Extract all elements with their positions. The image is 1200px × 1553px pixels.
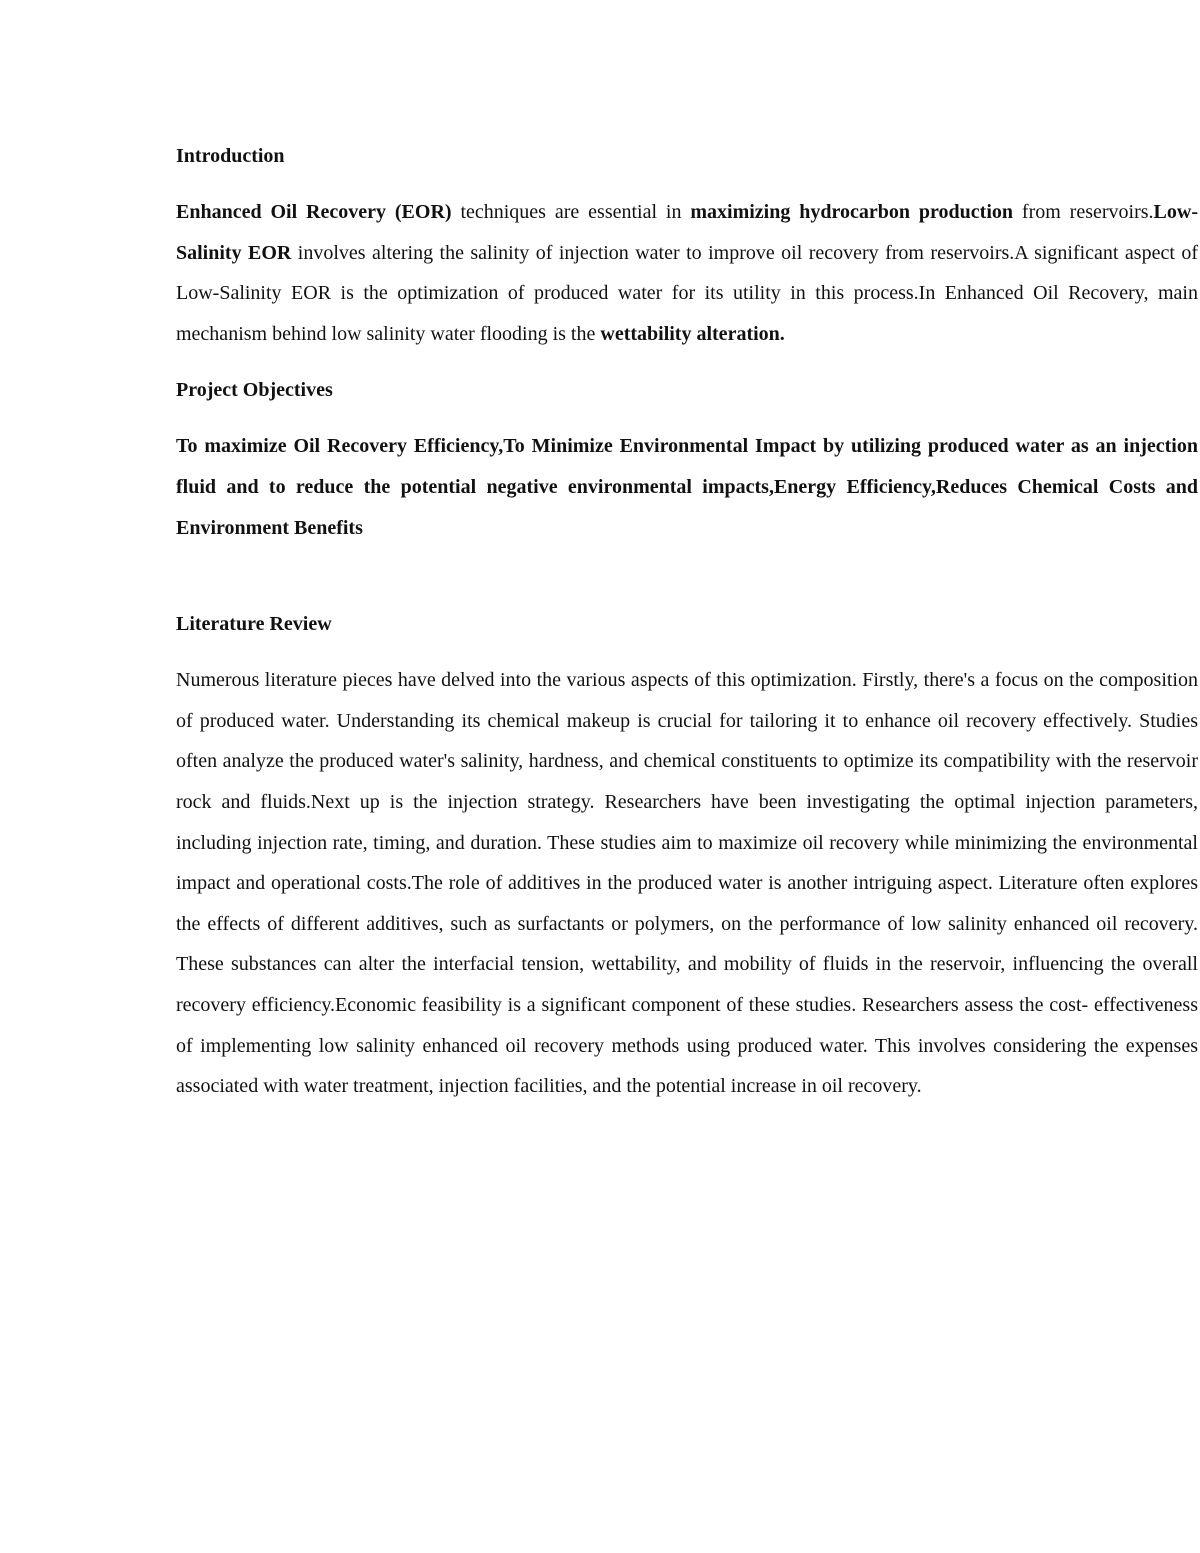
- intro-segment-0: Enhanced Oil Recovery (EOR): [176, 201, 452, 223]
- intro-segment-4: Low-Salinity EOR: [176, 201, 1198, 264]
- objectives-heading: Project Objectives: [176, 379, 333, 402]
- intro-segment-3: from reservoirs.: [1013, 201, 1154, 223]
- introduction-heading: Introduction: [176, 145, 285, 167]
- intro-segment-6: wettability alteration.: [600, 322, 785, 345]
- introduction-paragraph: [176, 192, 1198, 354]
- literature-heading: Literature Review: [176, 613, 332, 636]
- objectives-text: To maximize Oil Recovery Efficiency,To Minimize Environmental Impact by utilizing produced water as an injection fluid and to reduce the potential negative environmental impacts,Energy Efficiency,Reduces Chemical Costs and Environment Benefits: [176, 435, 1198, 539]
- intro-segment-2: maximizing hydrocarbon production: [690, 201, 1014, 223]
- intro-segment-5: involves altering the salinity of injection water to improve oil recovery from reservoirs.A significant aspect of Low-Salinity EOR is the optimization of produced water for its utility in this process.In Enhanced Oil Recovery, main mechanism behind low salinity water flooding is the: [176, 241, 1198, 345]
- intro-segment-1: techniques are essential in: [451, 201, 691, 223]
- literature-paragraph: Numerous literature pieces have delved into the various aspects of this optimization. Firstly, there's a focus on the composition of produced water. Understanding its chemical makeup is crucial for tailoring it to enhance oil recovery effectively. Studies often analyze the produced water's salinity, hardness, and chemical constituents to optimize its compatibility with the reservoir rock and fluids.Next up is the injection strategy. Researchers have been investigating the optimal injection parameters, including injection rate, timing, and duration. These studies aim to maximize oil recovery while minimizing the environmental impact and operational costs.The role of additives in the produced water is another intriguing aspect. Literature often explores the effects of different additives, such as surfactants or polymers, on the performance of low salinity enhanced oil recovery. These substances can alter the interfacial tension, wettability, and mobility of fluids in the reservoir, influencing the overall recovery efficiency.Economic feasibility is a significant component of these studies. Researchers assess the cost- effectiveness of implementing low salinity enhanced oil recovery methods using produced water. This involves considering the expenses associated with water treatment, injection facilities, and the potential increase in oil recovery.: [176, 669, 1198, 1098]
- objectives-paragraph: [176, 426, 1198, 548]
- document-page: [176, 136, 1198, 1107]
